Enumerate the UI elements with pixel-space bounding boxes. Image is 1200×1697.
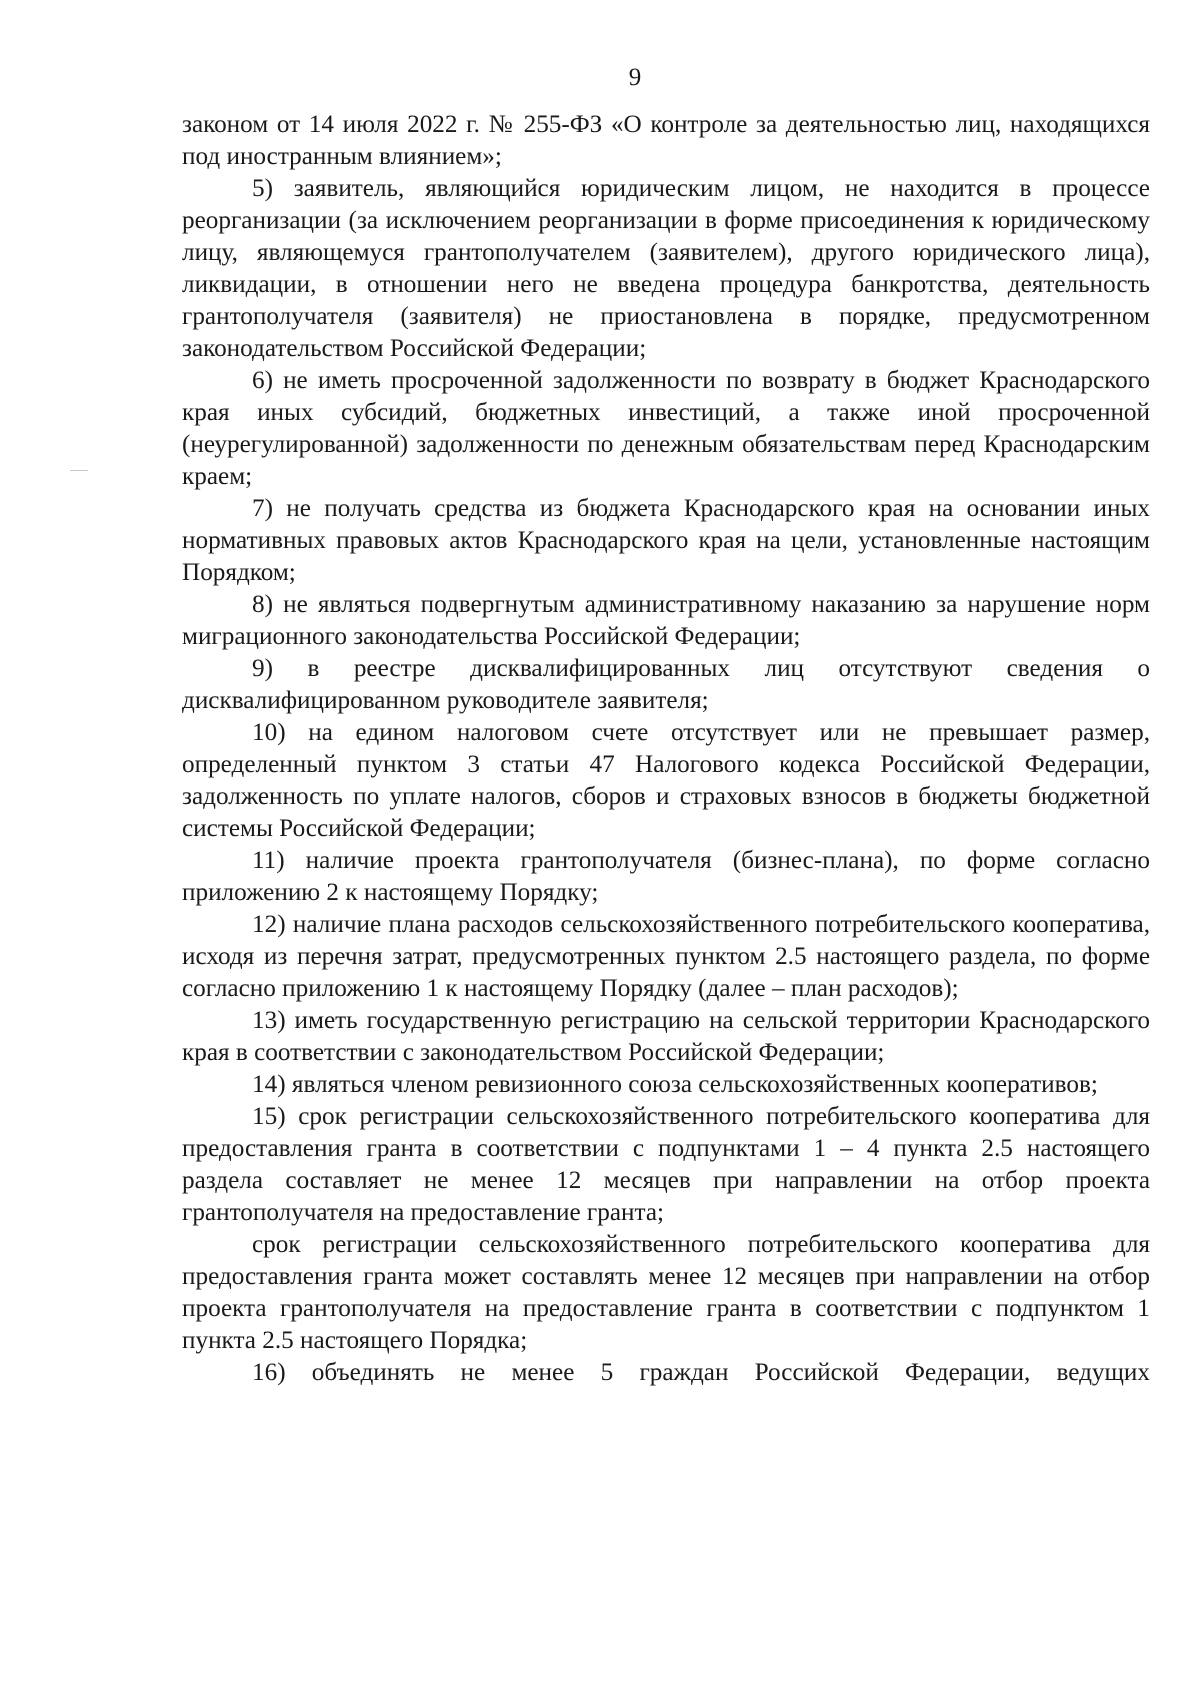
- paragraph-item-13: 13) иметь государственную регистрацию на сельской территории Краснодарского края в соответствии с законодательством Российской Федерации;: [182, 1007, 1150, 1066]
- paragraph-item-15: 15) срок регистрации сельскохозяйственного потребительского кооператива для предоставления гранта в соответствии с подпунктами 1 – 4 пункта 2.5 настоящего раздела составляет не менее 12 месяцев при направлении на отбор проекта грантополучателя на предоставление гранта;: [182, 1103, 1150, 1226]
- paragraph-item-16: 16) объединять не менее 5 граждан Российской Федерации, ведущих: [252, 1359, 1150, 1386]
- document-body: [182, 109, 1150, 1389]
- page-number: 9: [628, 64, 642, 91]
- paragraph-item-12: 12) наличие плана расходов сельскохозяйственного потребительского кооператива, исходя из перечня затрат, предусмотренных пунктом 2.5 настоящего раздела, по форме согласно приложению 1 к настоящему Порядку (далее – план расходов);: [182, 911, 1150, 1002]
- paragraph-item-5: 5) заявитель, являющийся юридическим лицом, не находится в процессе реорганизации (за исключением реорганизации в форме присоединения к юридическому лицу, являющемуся грантополучателем (заявителем), другого юридического лица), ликвидации, в отношении него не введена процедура банкротства, деятельность грантополучателя (заявителя) не приостановлена в порядке, предусмотренном законодательством Российской Федерации;: [182, 175, 1150, 362]
- scan-margin-mark: [70, 470, 88, 471]
- paragraph-item-7: 7) не получать средства из бюджета Краснодарского края на основании иных нормативных правовых актов Краснодарского края на цели, установленные настоящим Порядком;: [182, 495, 1150, 586]
- paragraph-item-15-continuation: срок регистрации сельскохозяйственного потребительского кооператива для предоставления гранта может составлять менее 12 месяцев при направлении на отбор проекта грантополучателя на предоставление гранта в соответствии с подпунктом 1 пункта 2.5 настоящего Порядка;: [182, 1231, 1150, 1354]
- paragraph-item-8: 8) не являться подвергнутым административному наказанию за нарушение норм миграционного законодательства Российской Федерации;: [182, 591, 1150, 650]
- paragraph-item-10: 10) на едином налоговом счете отсутствует или не превышает размер, определенный пунктом 3 статьи 47 Налогового кодекса Российской Федерации, задолженность по уплате налогов, сборов и страховых взносов в бюджеты бюджетной системы Российской Федерации;: [182, 719, 1150, 842]
- paragraph-item-9: 9) в реестре дисквалифицированных лиц отсутствуют сведения о дисквалифицированном руководителе заявителя;: [182, 655, 1150, 714]
- paragraph-item-14: 14) являться членом ревизионного союза сельскохозяйственных кооперативов;: [252, 1071, 1098, 1098]
- paragraph-intro: законом от 14 июля 2022 г. № 255-ФЗ «О контроле за деятельностью лиц, находящихся под иностранным влиянием»;: [182, 111, 1150, 170]
- paragraph-item-11: 11) наличие проекта грантополучателя (бизнес-плана), по форме согласно приложению 2 к настоящему Порядку;: [182, 847, 1150, 906]
- paragraph-item-6: 6) не иметь просроченной задолженности по возврату в бюджет Краснодарского края иных субсидий, бюджетных инвестиций, а также иной просроченной (неурегулированной) задолженности по денежным обязательствам перед Краснодарским краем;: [182, 367, 1150, 490]
